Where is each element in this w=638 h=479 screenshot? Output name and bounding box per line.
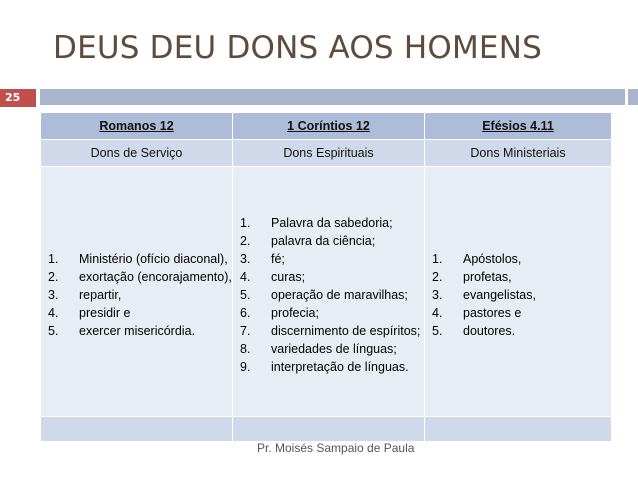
list-item-number: 4. bbox=[432, 305, 443, 320]
list-item-number: 2. bbox=[48, 269, 59, 284]
list-item bbox=[41, 322, 232, 340]
list-item bbox=[425, 304, 611, 322]
list-item-number: 5. bbox=[48, 323, 59, 338]
gifts-table bbox=[40, 112, 612, 442]
list-item-number: 5. bbox=[432, 323, 443, 338]
empty-cell bbox=[41, 417, 233, 442]
gifts-list-efesios bbox=[425, 250, 611, 340]
reference-cell-corintios bbox=[233, 113, 425, 140]
list-item-number: 6. bbox=[240, 305, 251, 320]
slide-number: 25 bbox=[0, 89, 36, 107]
category-row bbox=[41, 140, 612, 167]
list-item-text: variedades de línguas; bbox=[271, 341, 397, 356]
accent-bar bbox=[40, 89, 625, 105]
list-item-text: operação de maravilhas; bbox=[271, 287, 408, 302]
reference-cell-romanos bbox=[41, 113, 233, 140]
list-item-number: 8. bbox=[240, 341, 251, 356]
list-item-text: exortação (encorajamento), bbox=[79, 269, 232, 284]
list-item-text: palavra da ciência; bbox=[271, 233, 376, 248]
list-item bbox=[233, 340, 424, 358]
list-item bbox=[425, 250, 611, 268]
list-item-number: 2. bbox=[240, 233, 251, 248]
list-item bbox=[233, 358, 424, 376]
list-item-text: doutores. bbox=[463, 323, 516, 338]
gifts-list-corintios bbox=[233, 214, 424, 376]
list-item bbox=[233, 214, 424, 232]
reference-efesios: Efésios 4.11 bbox=[482, 119, 554, 133]
empty-cell bbox=[233, 417, 425, 442]
list-item bbox=[425, 268, 611, 286]
empty-cell bbox=[425, 417, 612, 442]
list-item-text: pastores e bbox=[463, 305, 522, 320]
gifts-list-row bbox=[41, 167, 612, 417]
list-item-text: evangelistas, bbox=[463, 287, 536, 302]
list-item-number: 9. bbox=[240, 359, 251, 374]
gifts-cell-corintios bbox=[233, 167, 425, 417]
list-item-text: interpretação de línguas. bbox=[271, 359, 409, 374]
accent-bar-end bbox=[628, 89, 638, 105]
list-item bbox=[425, 286, 611, 304]
gifts-cell-efesios bbox=[425, 167, 612, 417]
reference-row bbox=[41, 113, 612, 140]
list-item bbox=[233, 268, 424, 286]
author-credit: Pr. Moisés Sampaio de Paula bbox=[257, 441, 415, 455]
list-item bbox=[41, 286, 232, 304]
empty-footer-row bbox=[41, 417, 612, 442]
list-item-text: Ministério (ofício diaconal), bbox=[79, 251, 228, 266]
category-servico: Dons de Serviço bbox=[41, 140, 233, 167]
list-item-number: 1. bbox=[48, 251, 59, 266]
category-ministeriais: Dons Ministeriais bbox=[425, 140, 612, 167]
reference-romanos: Romanos 12 bbox=[99, 119, 174, 133]
slide-title: DEUS DEU DONS AOS HOMENS bbox=[53, 30, 542, 66]
list-item-number: 4. bbox=[48, 305, 59, 320]
list-item bbox=[233, 250, 424, 268]
list-item-text: curas; bbox=[271, 269, 306, 284]
gifts-list-romanos bbox=[41, 250, 232, 340]
list-item bbox=[41, 268, 232, 286]
list-item-number: 3. bbox=[432, 287, 443, 302]
reference-corintios: 1 Coríntios 12 bbox=[287, 119, 370, 133]
list-item-text: presidir e bbox=[79, 305, 131, 320]
reference-cell-efesios bbox=[425, 113, 612, 140]
list-item-text: discernimento de espíritos; bbox=[271, 323, 421, 338]
list-item-text: profecia; bbox=[271, 305, 319, 320]
list-item-text: fé; bbox=[271, 251, 285, 266]
list-item bbox=[233, 304, 424, 322]
list-item-text: repartir, bbox=[79, 287, 122, 302]
list-item-text: profetas, bbox=[463, 269, 512, 284]
list-item bbox=[41, 304, 232, 322]
list-item bbox=[233, 232, 424, 250]
list-item-text: exercer misericórdia. bbox=[79, 323, 196, 338]
gifts-cell-romanos bbox=[41, 167, 233, 417]
list-item bbox=[233, 286, 424, 304]
list-item-number: 3. bbox=[48, 287, 59, 302]
category-espirituais: Dons Espirituais bbox=[233, 140, 425, 167]
list-item-number: 5. bbox=[240, 287, 251, 302]
list-item bbox=[233, 322, 424, 340]
list-item-number: 7. bbox=[240, 323, 251, 338]
list-item bbox=[41, 250, 232, 268]
list-item-number: 4. bbox=[240, 269, 251, 284]
list-item-text: Palavra da sabedoria; bbox=[271, 215, 393, 230]
list-item-number: 1. bbox=[240, 215, 251, 230]
list-item-number: 3. bbox=[240, 251, 251, 266]
list-item-number: 2. bbox=[432, 269, 443, 284]
list-item bbox=[425, 322, 611, 340]
list-item-text: Apóstolos, bbox=[463, 251, 522, 266]
list-item-number: 1. bbox=[432, 251, 443, 266]
